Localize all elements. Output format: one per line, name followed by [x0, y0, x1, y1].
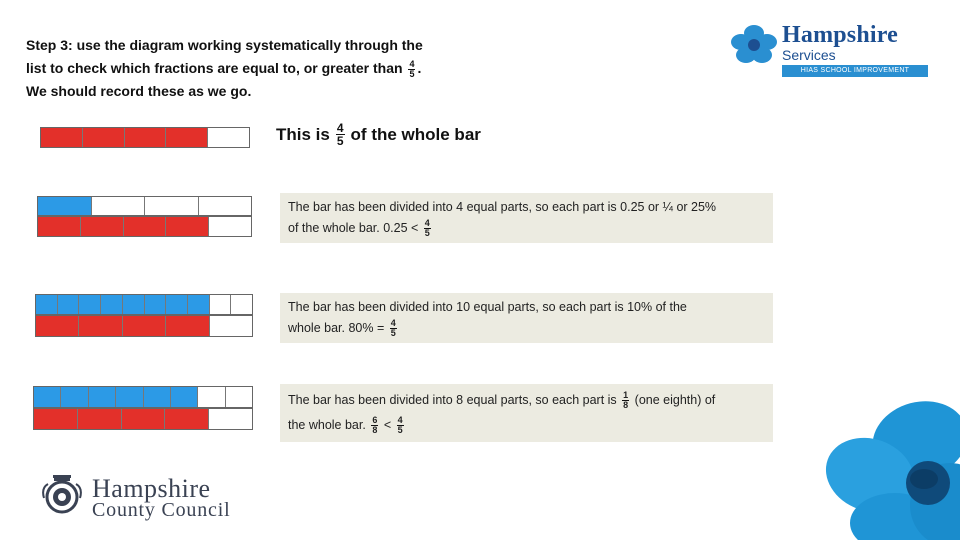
bar-segment [231, 295, 252, 314]
bar-segment [38, 217, 81, 236]
bar-segment [36, 316, 79, 336]
crest-icon [40, 474, 84, 516]
note-line-1 [288, 388, 765, 413]
step-fraction-denominator: 5 [409, 68, 415, 79]
bar-segment [199, 197, 252, 215]
tenths-bar [35, 294, 253, 315]
bar-segment [78, 409, 122, 429]
note-line-1: The bar has been divided into 4 equal parts, so each part is 0.25 or ¼ or 25% [288, 200, 717, 214]
quarters-bar [37, 196, 252, 216]
bar-segment [125, 128, 167, 147]
bar-segment [92, 197, 146, 215]
bar-segment [210, 295, 232, 314]
fifths-bar [33, 408, 253, 430]
bar-segment [123, 295, 145, 314]
bar-segment [34, 409, 78, 429]
bar-segment [36, 295, 58, 314]
bar-segment [208, 128, 249, 147]
comparison-fraction [371, 416, 378, 435]
comparison-numerator: 6 [372, 415, 378, 426]
bar-segment [209, 409, 252, 429]
caption-suffix: of the whole bar [350, 124, 481, 144]
comparison-operator: < [383, 418, 392, 432]
bar-segment [166, 128, 208, 147]
hampshire-county-council-logo [40, 474, 250, 524]
bar-segment [166, 316, 209, 336]
top-fraction-bar [40, 127, 250, 148]
note-line-1-suffix: (one eighth) of [634, 393, 716, 407]
bar-segment [123, 316, 166, 336]
step-instructions [26, 34, 496, 103]
bar-segment [144, 387, 171, 407]
hs-logo-name: Hampshire [782, 22, 899, 48]
flower-icon [730, 24, 778, 64]
note-fraction-numerator: 4 [390, 318, 396, 329]
bar-segment [79, 295, 101, 314]
hcc-logo-line-2: County Council [92, 499, 231, 521]
step-line-2-text: list to check which fractions are equal to, or greater than [26, 60, 403, 76]
bar-segment [171, 387, 198, 407]
step-line-2: list to check which fractions are equal to, or greater than $\frac{4}{5}$ . [26, 58, 422, 79]
step-line-1: Step 3: use the diagram working systematically through the [26, 37, 423, 53]
bar-segment [145, 197, 199, 215]
note-line-2-text: the whole bar. [288, 418, 366, 432]
bar-segment [41, 128, 83, 147]
note-line-1: The bar has been divided into 10 equal parts, so each part is 10% of the [288, 300, 687, 314]
bar-segment [226, 387, 252, 407]
bar-segment [209, 217, 251, 236]
bar-segment [166, 217, 209, 236]
bar-segment [61, 387, 88, 407]
note-line-2 [288, 413, 765, 438]
comparison-denominator: 8 [372, 425, 378, 436]
note-fraction-denominator: 5 [390, 328, 396, 339]
note-fraction-eighth [622, 391, 629, 410]
bar-segment [79, 316, 122, 336]
top-bar-caption [276, 122, 481, 147]
bar-segment [116, 387, 143, 407]
note-eighths [280, 384, 773, 442]
decorative-flower-icon [800, 395, 960, 540]
bar-segment [145, 295, 167, 314]
hampshire-services-logo [730, 22, 930, 80]
bar-segment [83, 128, 125, 147]
bar-segment [198, 387, 225, 407]
note-fraction [397, 416, 404, 435]
eighth-denominator: 8 [623, 400, 629, 411]
bar-segment [89, 387, 116, 407]
fifths-bar [35, 315, 253, 337]
step-fraction [408, 60, 415, 79]
bar-segment [101, 295, 123, 314]
bar-segment [34, 387, 61, 407]
note-fraction-numerator: 4 [397, 415, 403, 426]
bar-segment [165, 409, 209, 429]
bar-segment [81, 217, 124, 236]
note-line-2 [288, 318, 765, 339]
bar-segment [38, 197, 92, 215]
note-quarters [280, 193, 773, 243]
caption-prefix: This is [276, 124, 330, 144]
note-line-2 [288, 218, 765, 239]
bar-segment [124, 217, 167, 236]
bar-segment [210, 316, 252, 336]
step-fraction-numerator: 4 [409, 58, 415, 69]
hs-logo-services: Services [782, 47, 836, 63]
note-fraction-denominator: 5 [424, 228, 430, 239]
note-fraction-numerator: 4 [424, 218, 430, 229]
step-line-3: We should record these as we go. [26, 83, 252, 99]
bar-segment [166, 295, 188, 314]
hs-logo-banner: HIAS SCHOOL IMPROVEMENT [782, 65, 928, 77]
note-line-1-text: The bar has been divided into 8 equal parts, so each part is [288, 393, 617, 407]
note-tenths [280, 293, 773, 343]
fifths-bar [37, 216, 252, 237]
note-fraction [424, 219, 431, 238]
eighth-numerator: 1 [623, 390, 629, 401]
caption-fraction [336, 122, 345, 147]
note-fraction [390, 319, 397, 338]
hcc-logo-line-1: Hampshire [92, 474, 211, 503]
caption-fraction-numerator: 4 [336, 121, 344, 135]
note-fraction-denominator: 5 [397, 425, 403, 436]
bar-segment [122, 409, 166, 429]
caption-fraction-denominator: 5 [336, 134, 344, 148]
bar-segment [188, 295, 210, 314]
note-line-2-text: whole bar. 80% = [288, 321, 385, 335]
eighths-bar [33, 386, 253, 408]
note-line-2-text: of the whole bar. 0.25 < [288, 221, 419, 235]
bar-segment [58, 295, 80, 314]
